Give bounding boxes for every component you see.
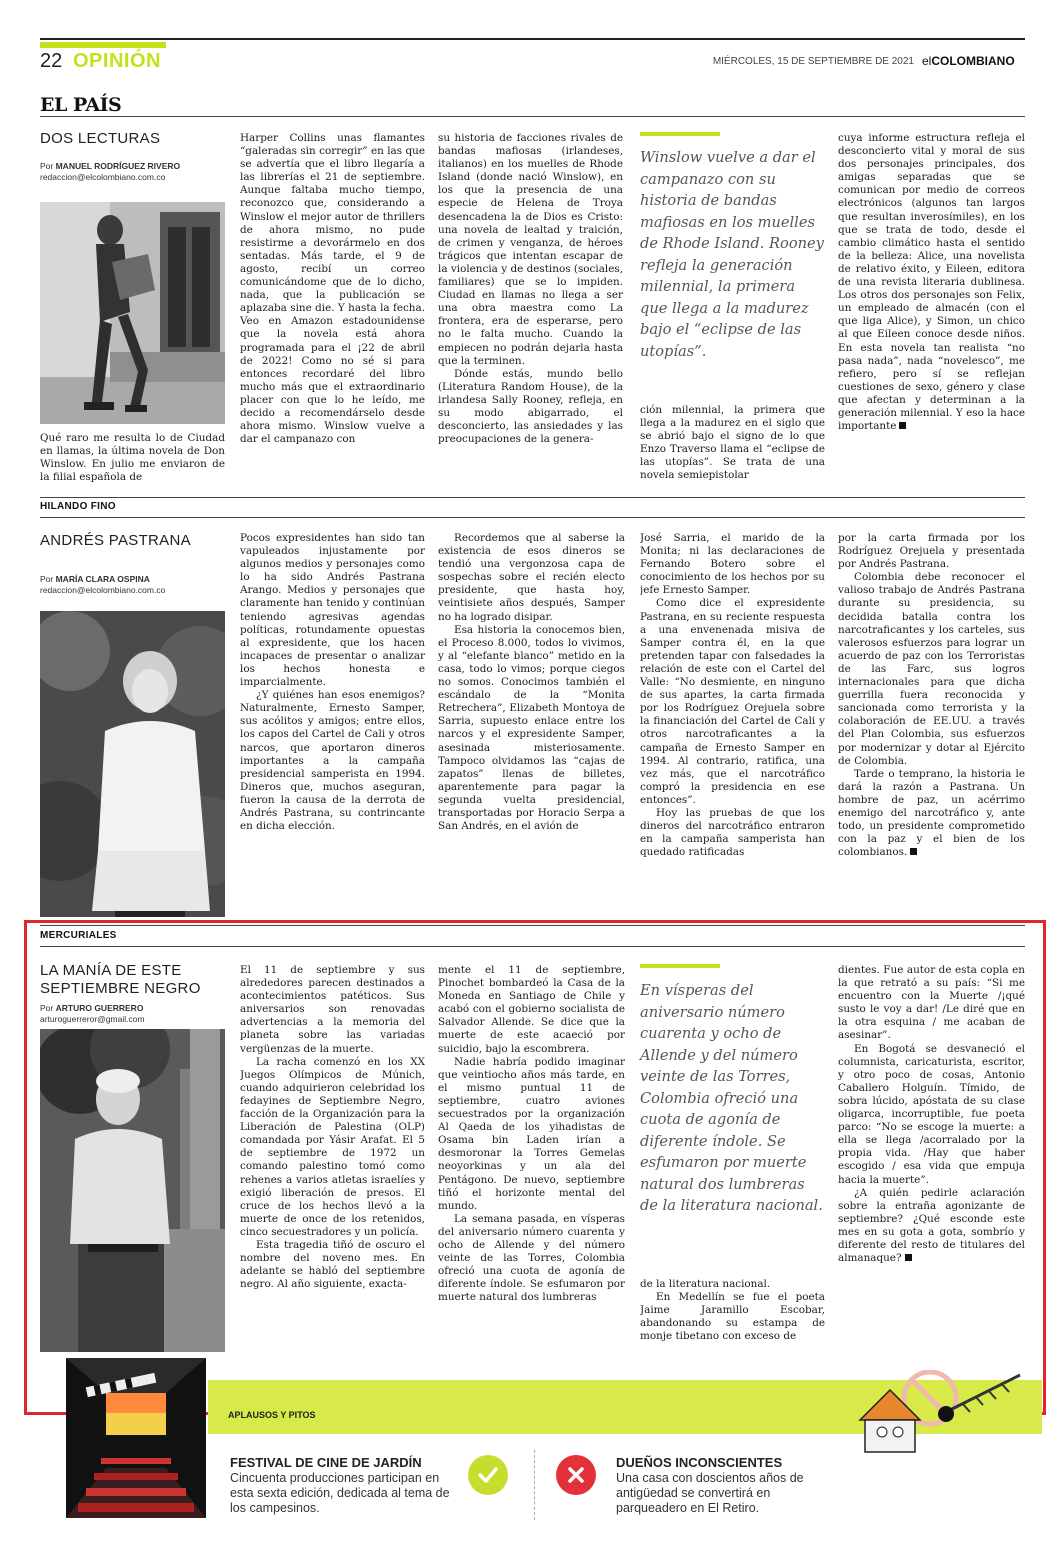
article2-col2: Pocos expresidentes han sido tan vapuleados injustamente por algunos medios y personajes como lo ha sido Andrés Pastrana Arango. Medios y personajes que claramente han tenido y continúan teniendo agresivas agendas políticas, rotundamente opuestas al expresidente, que los hacen incapaces de presentar o analizar los hechos honesta e imparcialmente. ¿Y quiénes han esos enemigos? Naturalmente, Ernesto Samper, sus acólitos y amigos; entre ellos, los capos del Cartel de Cali y otros narcos, que aportaron dineros importantes a la campaña presidencial samperista en 1994. Dineros que, muchos aseguran, fueron la causa de la derrota de Andrés Pastrana, su contrincante en dicha elección. <box>240 532 425 833</box>
article1-byline <box>40 161 230 183</box>
article2-author: MARÍA CLARA OSPINA <box>55 574 150 584</box>
article2-col5: por la carta firmada por los Rodríguez Orejuela y presentada por Andrés Pastrana. Colombia debe reconocer el valioso trabajo de Andrés Pastrana durante su presidencia, su decidida batalla contra los narcotraficantes y los carteles, sus valerosos esfuerzos para lograr un acuerdo de paz con los Terroristas de las Farc, sus logros internacionales para que dicha guerrilla fuera reconocida y sancionada como terrorista y la colaboración de EE.UU. a través del Plan Colombia, sus esfuerzos por modernizar y dotar al Ejército de Colombia. Tarde o temprano, la historia le dará la razón a Pastrana. Un hombre de paz, un acérrimo enemigo del narcotráfico y, ante todo, un presidente comprometido con la paz y el bien de los colombianos. <box>838 532 1025 859</box>
byline-prefix: Por <box>40 1003 56 1013</box>
article3-title: LA MANÍA DE ESTE SEPTIEMBRE NEGRO <box>40 962 201 997</box>
article1-col4: ción milennial, la primera que llega a la madurez en el siglo que se abrió bajo el signo de lo que Enzo Traverso llama el “eclipse de las utopías”. Se trata de una novela semiepistolar <box>640 404 825 482</box>
cinema-illustration <box>66 1358 206 1518</box>
article3-email: arturoguerreror@gmail.com <box>40 1014 145 1024</box>
article2-title: ANDRÉS PASTRANA <box>40 532 191 549</box>
aplausos-label: APLAUSOS Y PITOS <box>228 1410 316 1420</box>
article2-email: redaccion@elcolombiano.com.co <box>40 585 166 595</box>
page-number: 22 <box>40 50 63 72</box>
aplauso-title: FESTIVAL DE CINE DE JARDÍN <box>230 1455 422 1470</box>
end-mark <box>899 422 906 429</box>
highlight-box <box>24 920 1046 1415</box>
article3-section-label: MERCURIALES <box>40 930 117 941</box>
article1-col1: Qué raro me resulta lo de Ciudad en llamas, la última novela de Don Winslow. En julio me enviaron de la filial española de <box>40 432 225 484</box>
check-icon <box>468 1455 508 1495</box>
article3-col5: dientes. Fue autor de esta copla en la que retrató a su país: “Si me encuentro con la Muerte /¡qué susto le voy a dar! /Le diré que en la otra esquina / me acaban de asesinar”. En Bogotá se desvaneció el columnista, caricaturista, escritor, y otro poco de cosas, Antonio Caballero Holguín. Tímido, de sobra lúcido, apóstata de su clase oligarca, incorruptible, fue poeta parco: “No se escoge la muerte: a ella se llega /acorralado por la propia vida. /Hay que haber escogido / esa vida que empuja hacia la muerte”. ¿A quién pedirle aclaración sobre la entraña agonizante de septiembre? ¿Qué esconde este mes en su gota a gota, sombrío y diferente del resto de titulares del almanaque? <box>838 964 1025 1265</box>
article2-rule <box>40 517 1025 518</box>
newspaper-brand <box>922 54 1015 68</box>
article1-col5: cuya informe estructura refleja el desconcierto vital y moral de sus dos personajes principales, dos amigas separadas que se comunican por medio de correos electrónicos (algunos tan largos que resultan inverosímiles), en los que se trata de todo, desde el cambio climático hasta el sentido de la belleza: Alice, una novelista de relativo éxito, y Eileen, editora de una revista literaria dublinesa. Los otros dos personajes son Felix, un empleado de almacén (con el que liga Alice), y Simon, un chico al que Eileen conoce desde niños. En esta novela tan realista “no pasa nada”, nada “novelesco”, me refiero, pero sí se reflejan cuestiones de sexo, género y clase que afectan y determinan a la generación milennial. Y eso la hace importante <box>838 132 1025 433</box>
article1-email: redaccion@elcolombiano.com.co <box>40 172 166 182</box>
article1-col3: su historia de facciones rivales de bandas mafiosas (irlandeses, italianos) en los muelles de Rhode Island (donde nació Winslow), en los que la presencia de una especie de Helena de Troya desencadena la de Dios es Cristo: una novela de lealtad y traición, de crimen y venganza, de héroes trágicos que intentan escapar de la violencia y de destinos (sociales, familiares) que se lo impiden. Ciudad en llamas no llega a ser una obra maestra como La frontera, era de esperarse, pero no le falta mucho. Cuando la empiecen no podrán dejarla hasta que la terminen. Dónde estás, mundo bello (Literatura Random House), de la irlandesa Sally Rooney, refleja, en su modo abigarrado, el desconcierto, las ansiedades y las preocupaciones de la genera- <box>438 132 623 446</box>
brand-name: COLOMBIANO <box>931 54 1015 68</box>
x-icon <box>556 1455 596 1495</box>
byline-prefix: Por <box>40 574 56 584</box>
end-mark <box>910 848 917 855</box>
article1-pullquote: Winslow vuelve a dar el campanazo con su historia de bandas mafiosas en los muelles de Rhode Island. Rooney refleja la generación milennial, la primera que llega a la madurez bajo el “eclipse de las utopías”. <box>640 149 824 360</box>
aplausos-divider <box>534 1450 535 1520</box>
brand-prefix: el <box>922 54 932 68</box>
header-rule <box>40 38 1025 40</box>
article2-col3: Recordemos que al saberse la existencia de esos dineros se tendió una vergonzosa capa de sospechas sobre el recién electo presidente, que hasta hoy, veintisiete años después, Samper no ha logrado disipar. Esa historia la conocemos bien, el Proceso 8.000, todos lo vivimos, y al “elefante blanco” metido en la casa, todo lo vimos; porque ciegos no somos. Conocimos también el escándalo de la “Monita Retrechera”, Elizabeth Montoya de Sarria, supuesto enlace entre los narcos y el expresidente Samper, asesinada misteriosamente. Tampoco olvidamos las “cajas de zapatos” llenas de billetes, aparentemente para pagar la segunda vuelta presidencial, transportadas por Horacio Serpa a San Andrés, en el avión de <box>438 532 625 833</box>
el-pais-logo: EL PAÍS <box>40 94 122 116</box>
article3-col2: El 11 de septiembre y sus alrededores parecen destinados a acontecimientos patéticos. Sus aniversarios son renovadas advertencias a la memoria del planeta sobre las variadas vergüenzas de la muerte. La racha comenzó en los XX Juegos Olímpicos de Múnich, cuando adquirieron celebridad los fedayines de Septiembre Negro, facción de la Organización para la Liberación de Palestina (OLP) comandada por Yásir Arafat. El 5 de septiembre de 1972 un comando palestino tomó como rehenes a varios atletas israelíes y exigió liberación de presos. El cruce de los hechos llevó a la muerte de once de los retenidos, cinco secuestradores y un policía. Esta tragedia tiñó de oscuro el nombre del noveno mes. En adelante se habló del septiembre negro. Al año siguiente, exacta- <box>240 964 425 1291</box>
pito-text: Una casa con doscientos años de antigüedad se convertirá en parqueadero en El Retiro. <box>616 1471 804 1515</box>
article3-col4: de la literatura nacional. En Medellín se fue el poeta Jaime Jaramillo Escobar, abandonando su estampa de monje tibetano con exceso de <box>640 1278 825 1343</box>
aplauso-text: Cincuenta producciones participan en esta sexta edición, dedicada al tema de los campesinos. <box>230 1471 450 1515</box>
statue-reading-photo <box>40 202 225 424</box>
article1-rule <box>40 116 1025 117</box>
article2-top-rule <box>40 497 1025 498</box>
article3-pullquote: En vísperas del aniversario número cuarenta y ocho de Allende y del número veinte de las Torres, Colombia ofreció una cuota de agonía de diferente índole. Se esfumaron por muerte natural dos lumbreras de la literatura nacional. <box>640 982 823 1214</box>
house-cartoon-illustration <box>850 1370 1030 1455</box>
article1-title: DOS LECTURAS <box>40 130 161 147</box>
article2-section-label: HILANDO FINO <box>40 501 116 512</box>
section-title: OPINIÓN <box>73 50 161 72</box>
article3-col3: mente el 11 de septiembre, Pinochet bombardeó la Casa de la Moneda en Santiago de Chile y acabó con el gobierno socialista de Salvador Allende. Se dice que la muerte de este acaeció por suicidio, bajo la escombrera. Nadie habría podido imaginar que veintiocho años más tarde, en el mismo puntual 11 de septiembre, cuatro aviones secuestrados por la organización Al Qaeda de los yihadistas de Osama bin Laden irían a desmoronar la Torres Gemelas neoyorkinas y un ala del Pentágono. De nuevo, septiembre tiñó el horizonte mental del mundo. La semana pasada, en vísperas del aniversario número cuarenta y ocho de Allende y del número veinte de las Torres, Colombia ofreció una cuota de agonía de diferente índole. Se esfumaron por muerte natural dos lumbreras <box>438 964 625 1304</box>
pito-title: DUEÑOS INCONSCIENTES <box>616 1455 783 1470</box>
article2-byline <box>40 574 230 596</box>
article1-quote-bar <box>640 132 720 136</box>
article3-author: ARTURO GUERRERO <box>55 1003 144 1013</box>
section-accent-bar <box>40 42 166 48</box>
article1-col2: Harper Collins unas flamantes “galeradas sin corregir” en las que se advertía que el libro llegaría a las librerías el 21 de septiembre. Aunque faltaba mucho tiempo, reconozco que, considerando a Winslow el mejor autor de thrillers de ahora mismo, no pude resistirme a devorármelo en dos sentadas. Más tarde, el 9 de agosto, recibí un correo comunicándome que de lo dicho, nada, que la publicación se aplazaba sine die. Y hasta la fecha. Veo en Amazon estadounidense que la novela está ahora programada para el ¡22 de abril de 2022! Como no sé si para entonces recordaré del libro mucho más que el extraordinario placer con que lo he leído, me decido a recomendárselo desde ahora mismo. Winslow vuelve a dar el campanazo con <box>240 132 425 446</box>
issue-date: MIÉRCOLES, 15 DE SEPTIEMBRE DE 2021 <box>712 56 914 67</box>
byline-prefix: Por <box>40 161 56 171</box>
author-portrait-photo <box>40 611 225 917</box>
article1-author: MANUEL RODRÍGUEZ RIVERO <box>55 161 181 171</box>
article2-col4: José Sarria, el marido de la Monita; ni las declaraciones de Fernando Botero sobre el conocimiento de los hechos por su jefe Ernesto Samper. Como dice el expresidente Pastrana, en su reciente respuesta a una envenenada misiva de Samper contra él, en la que pretenden tapar con falsedades la relación de este con el Cartel del Valle: “No desmiente, en ninguno de sus apartes, la carta firmada por los Rodríguez Orejuela sobre la financiación del Cartel de Cali y otros narcotraficantes a la campaña de Ernesto Samper en 1994. Al contrario, ratifica, una vez más, que el narcotráfico compró la presidencia en ese entonces”. Hoy las pruebas de que los dineros del narcotráfico entraron en la campaña samperista han quedado ratificadas <box>640 532 825 859</box>
